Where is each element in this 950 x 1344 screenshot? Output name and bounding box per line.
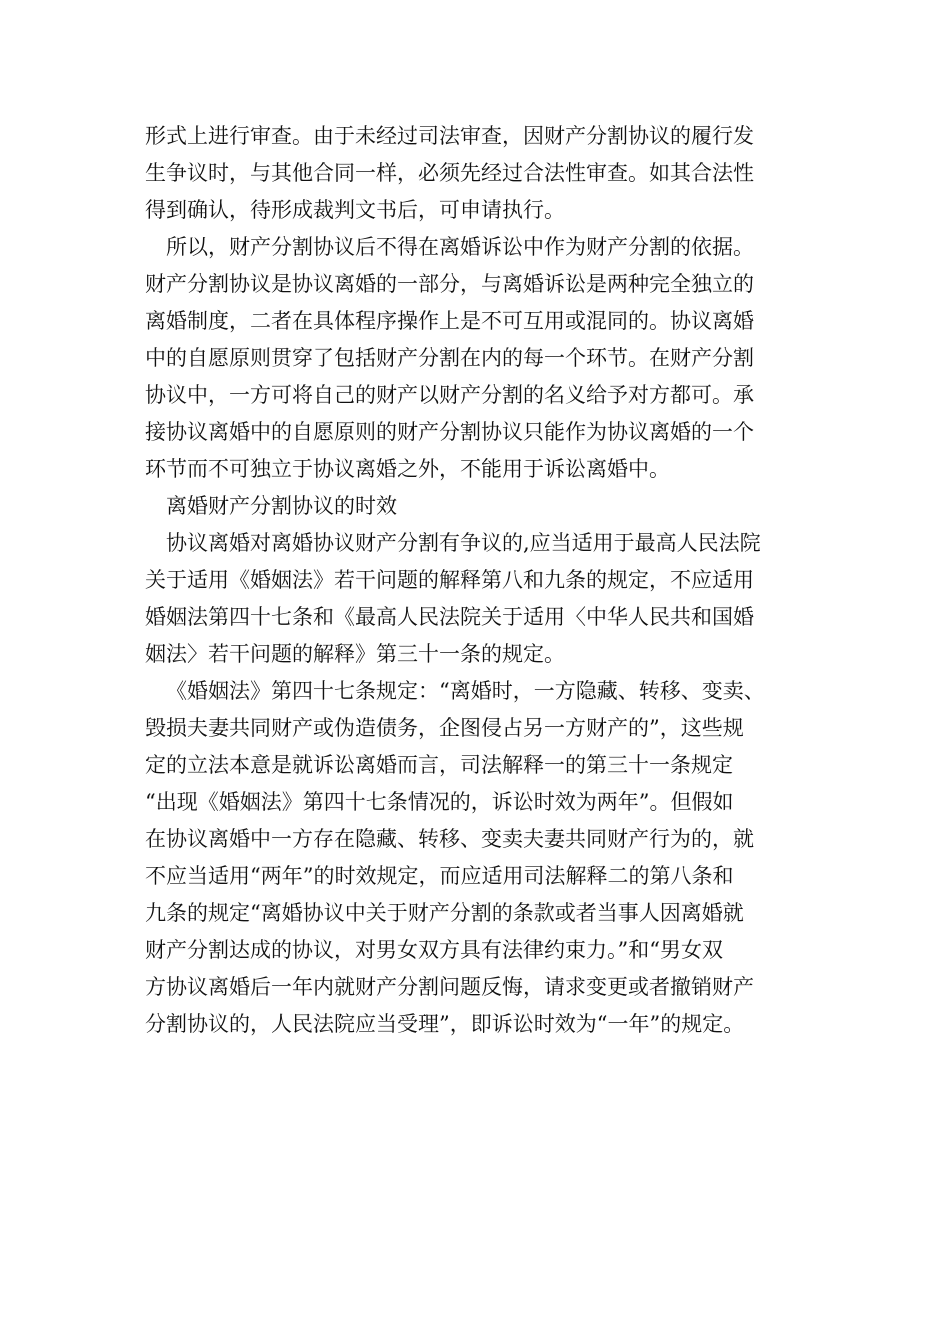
text-line: 生争议时，与其他合同一样，必须先经过合法性审查。如其合法性 — [145, 161, 754, 185]
text-line: 毁损夫妻共同财产或伪造债务，企图侵占另一方财产的”，这些规 — [145, 716, 744, 740]
text-line: 协议中，一方可将自己的财产以财产分割的名义给予对方都可。承 — [145, 383, 754, 407]
text-line: 方协议离婚后一年内就财产分割问题反悔，请求变更或者撤销财产 — [145, 975, 754, 999]
text-line: “出现《婚姻法》第四十七条情况的，诉讼时效为两年”。但假如 — [145, 790, 734, 814]
section-heading: 离婚财产分割协议的时效 — [166, 494, 397, 518]
text-line: 九条的规定“离婚协议中关于财产分割的条款或者当事人因离婚就 — [145, 901, 744, 925]
text-line: 关于适用《婚姻法》若干问题的解释第八和九条的规定，不应适用 — [145, 568, 754, 592]
text-line: 环节而不可独立于协议离婚之外，不能用于诉讼离婚中。 — [145, 457, 670, 481]
paragraph-first-line: 协议离婚对离婚协议财产分割有争议的,应当适用于最高人民法院 — [166, 531, 761, 555]
text-line: 定的立法本意是就诉讼离婚而言，司法解释一的第三十一条规定 — [145, 753, 733, 777]
text-line: 接协议离婚中的自愿原则的财产分割协议只能作为协议离婚的一个 — [145, 420, 754, 444]
text-line: 财产分割达成的协议，对男女双方具有法律约束力。”和“男女双 — [145, 938, 723, 962]
text-line: 财产分割协议是协议离婚的一部分，与离婚诉讼是两种完全独立的 — [145, 272, 754, 296]
text-line: 得到确认，待形成裁判文书后，可申请执行。 — [145, 198, 565, 222]
text-line: 在协议离婚中一方存在隐藏、转移、变卖夫妻共同财产行为的，就 — [145, 827, 754, 851]
text-line: 不应当适用“两年”的时效规定，而应适用司法解释二的第八条和 — [145, 864, 734, 888]
text-line: 婚姻法第四十七条和《最高人民法院关于适用〈中华人民共和国婚 — [145, 605, 754, 629]
text-line: 中的自愿原则贯穿了包括财产分割在内的每一个环节。在财产分割 — [145, 346, 754, 370]
text-line: 分割协议的，人民法院应当受理”，即诉讼时效为“一年”的规定。 — [145, 1012, 745, 1036]
text-line: 离婚制度，二者在具体程序操作上是不可互用或混同的。协议离婚 — [145, 309, 754, 333]
text-line: 姻法〉若干问题的解释》第三十一条的规定。 — [145, 642, 565, 666]
paragraph-first-line: 所以，财产分割协议后不得在离婚诉讼中作为财产分割的依据。 — [166, 235, 754, 259]
text-line: 形式上进行审查。由于未经过司法审查，因财产分割协议的履行发 — [145, 124, 754, 148]
paragraph-first-line: 《婚姻法》第四十七条规定：“离婚时，一方隐藏、转移、变卖、 — [166, 679, 765, 703]
